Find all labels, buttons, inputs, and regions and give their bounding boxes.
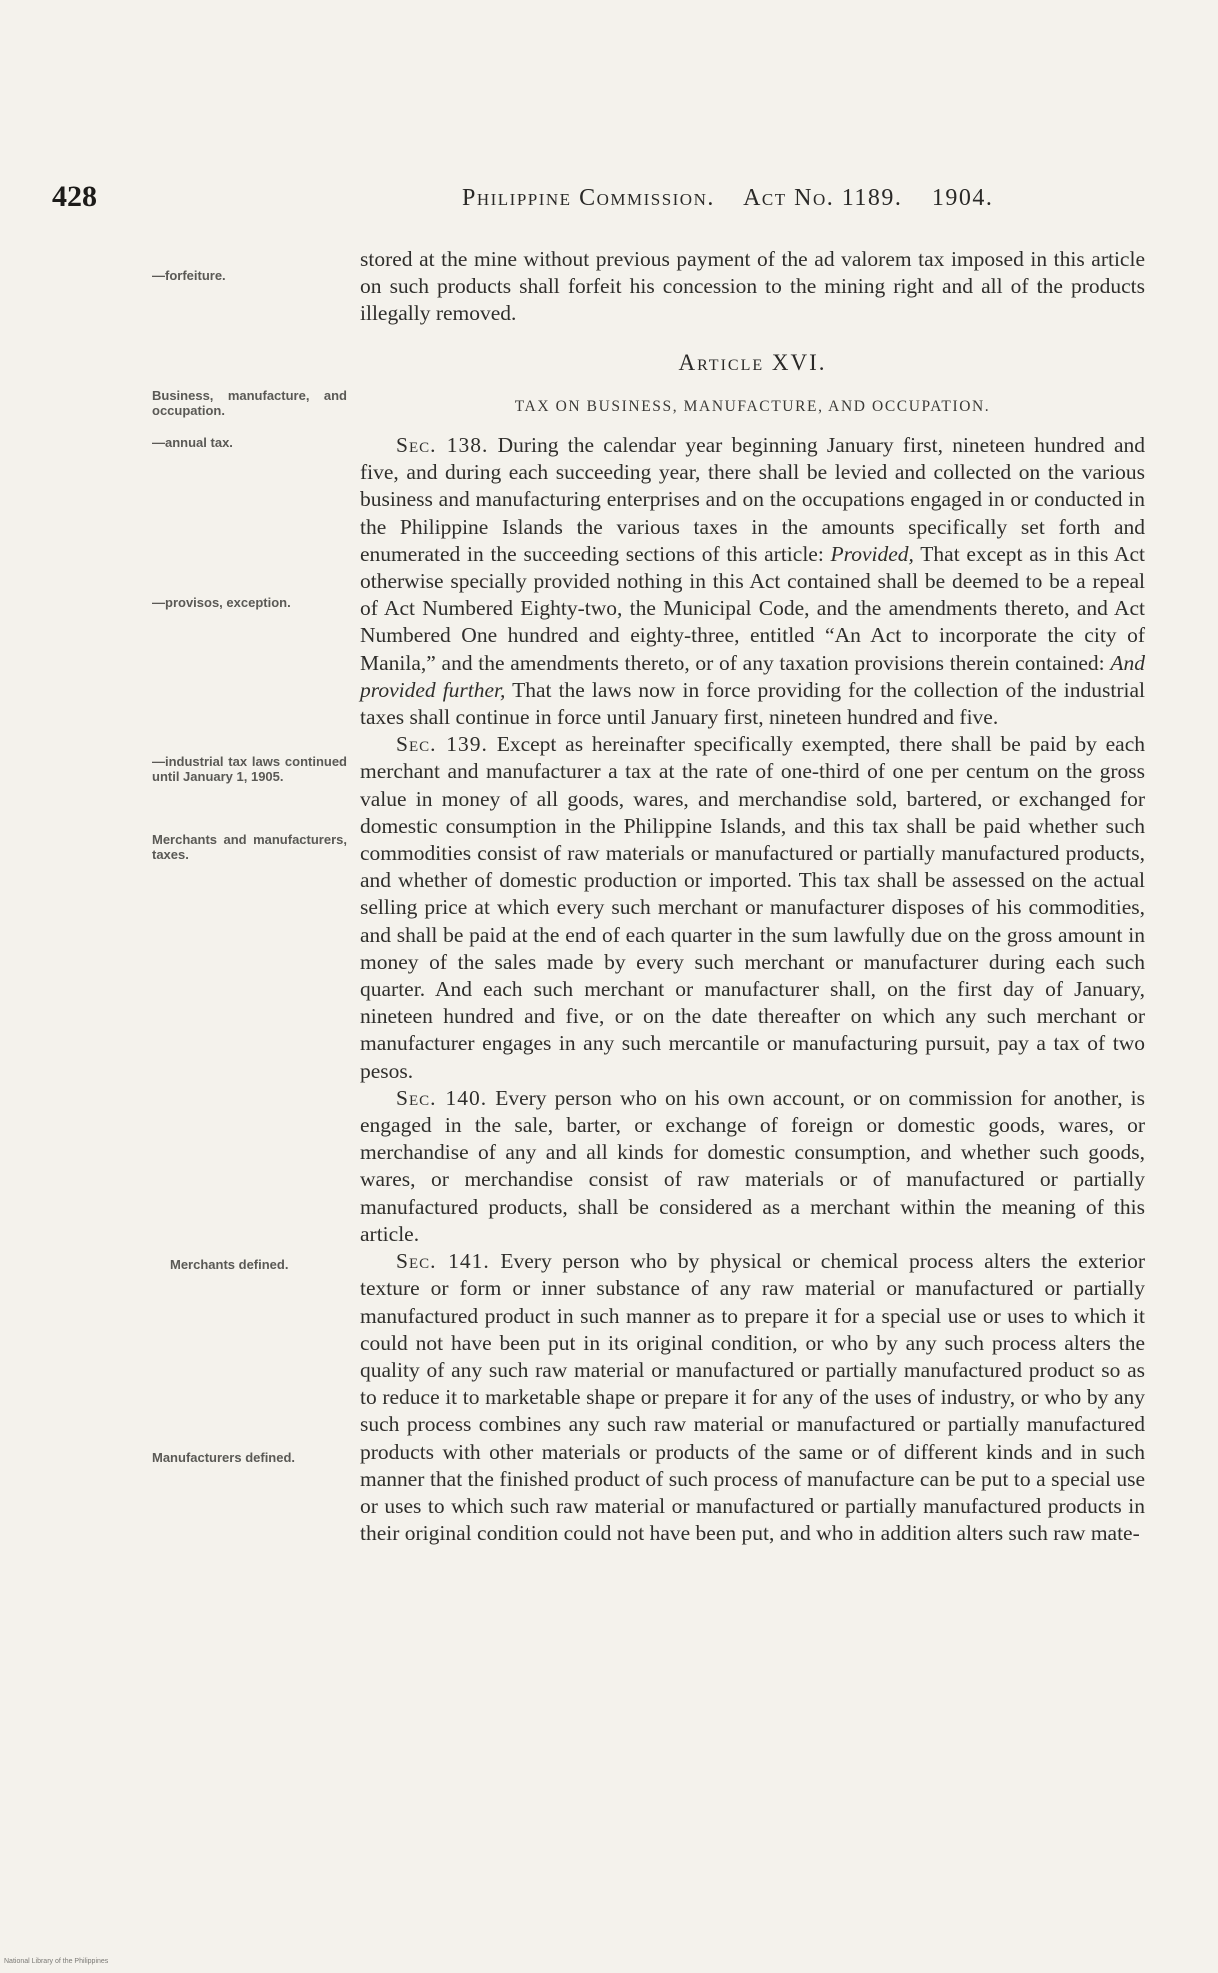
section-138-text-c: That the laws now in force providing for the collection of the industrial taxes shall continue in force until January first, nineteen hundred and five. <box>360 677 1145 730</box>
section-141 <box>360 1248 1145 1547</box>
margin-note-forfeiture: —forfeiture. <box>152 268 226 283</box>
margin-note-manufacturers-defined: Manufacturers defined. <box>152 1450 296 1465</box>
intro-text: stored at the mine without previous payment of the ad valorem tax imposed in this article on such products shall forfeit his concession to the mining right and all of the products illegally removed. <box>360 247 1145 326</box>
section-138-text-b: That except as in this Act otherwise specially provided nothing in this Act contained shall be deemed to be a repeal of Act Numbered Eighty-two, the Municipal Code, and the amendments thereto, and Act Numbered One hundred and eighty-three, entitled “An Act to incorporate the city of Manila,” and the amendments thereto, or of any taxation provisions therein contained: <box>360 541 1145 675</box>
article-subtitle: TAX ON BUSINESS, MANUFACTURE, AND OCCUPATION. <box>514 398 991 415</box>
sections-body <box>360 432 1145 1547</box>
section-139-label: Sec. 139. <box>396 732 488 757</box>
margin-note-merchants-defined: Merchants defined. <box>170 1257 289 1272</box>
act-year: 1904. <box>931 185 994 211</box>
section-140-label: Sec. 140. <box>396 1085 488 1110</box>
act-number: Act No. 1189. <box>743 185 903 211</box>
article-title: Article XVI. <box>678 350 827 375</box>
margin-note-merchants-taxes: Merchants and manufacturers, taxes. <box>152 832 347 862</box>
section-138-proviso-1: Provided, <box>830 541 914 566</box>
margin-note-annual-tax: —annual tax. <box>152 435 233 450</box>
section-141-text: Every person who by physical or chemical process alters the exterior texture or form or inner substance of any raw material or manufactured or partially manufactured product in such manner as to prepare it for a special use or uses to which it could not have been put in its original condition, or who by any such process alters the quality of any such raw material or manufactured or partially manufactured product so as to reduce it to marketable shape or prepare it for any of the uses of industry, or who by any such process combines any such raw material or manufactured or partially manufactured products with other materials or products of the same or of different kinds and in such manner that the finished product of such process of manufacture can be put to a special use or uses to which such raw material or manufactured or partially manufactured products in their original condition could not have been put, and who in addition alters such raw mate- <box>360 1249 1146 1546</box>
section-138 <box>360 432 1145 731</box>
section-138-proviso-2: And provided further, <box>360 650 1146 702</box>
section-139 <box>360 731 1145 1085</box>
page-number: 428 <box>52 180 97 213</box>
intro-paragraph <box>360 246 1145 328</box>
section-140 <box>360 1085 1145 1248</box>
section-141-label: Sec. 141. <box>396 1249 490 1274</box>
section-140-text: Every person who on his own account, or on commission for another, is engaged in the sale, barter, or exchange of foreign or domestic goods, wares, or merchandise of any and all kinds for domestic consumption, and whether such goods, wares, or merchandise consist of raw materials or of manufactured or partially manufactured products, shall be considered as a merchant within the meaning of this article. <box>360 1085 1146 1246</box>
section-138-text-a: During the calendar year beginning January first, nineteen hundred and five, and during each succeeding year, there shall be levied and collected on the various business and manufacturing enterprises and on the occupations engaged in or conducted in the Philippine Islands the various taxes in the amounts specifically set forth and enumerated in the succeeding sections of this article: <box>360 433 1146 566</box>
footer-credit: National Library of the Philippines <box>4 1958 109 1965</box>
margin-note-business: Business, manufacture, and occupation. <box>152 388 347 418</box>
running-head <box>462 185 1015 212</box>
section-139-text: Except as hereinafter specifically exempted, there shall be paid by each merchant and manufacturer a tax at the rate of one-third of one per centum on the gross value in money of all goods, wares, and merchandise sold, bartered, or exchanged for domestic consumption in the Philippine Islands, and this tax shall be paid whether such commodities consist of raw materials or manufactured or partially manufactured products, and whether of domestic production or imported. This tax shall be assessed on the actual selling price at which every such merchant or manufacturer disposes of his commodities, and shall be paid at the end of each quarter in the sum lawfully due on the gross amount in money of the sales made by every such merchant or manufacturer during each such quarter. And each such merchant or manufacturer shall, on the first day of January, nineteen hundred and five, or on the date thereafter on which any such merchant or manufacturer engages in any such mercantile or manufacturing pursuit, pay a tax of two pesos. <box>360 732 1145 1083</box>
margin-note-provisos: —provisos, exception. <box>152 595 291 610</box>
margin-note-industrial: —industrial tax laws continued until January 1, 1905. <box>152 754 347 784</box>
running-title: Philippine Commission. <box>462 185 715 211</box>
section-138-label: Sec. 138. <box>396 433 489 457</box>
